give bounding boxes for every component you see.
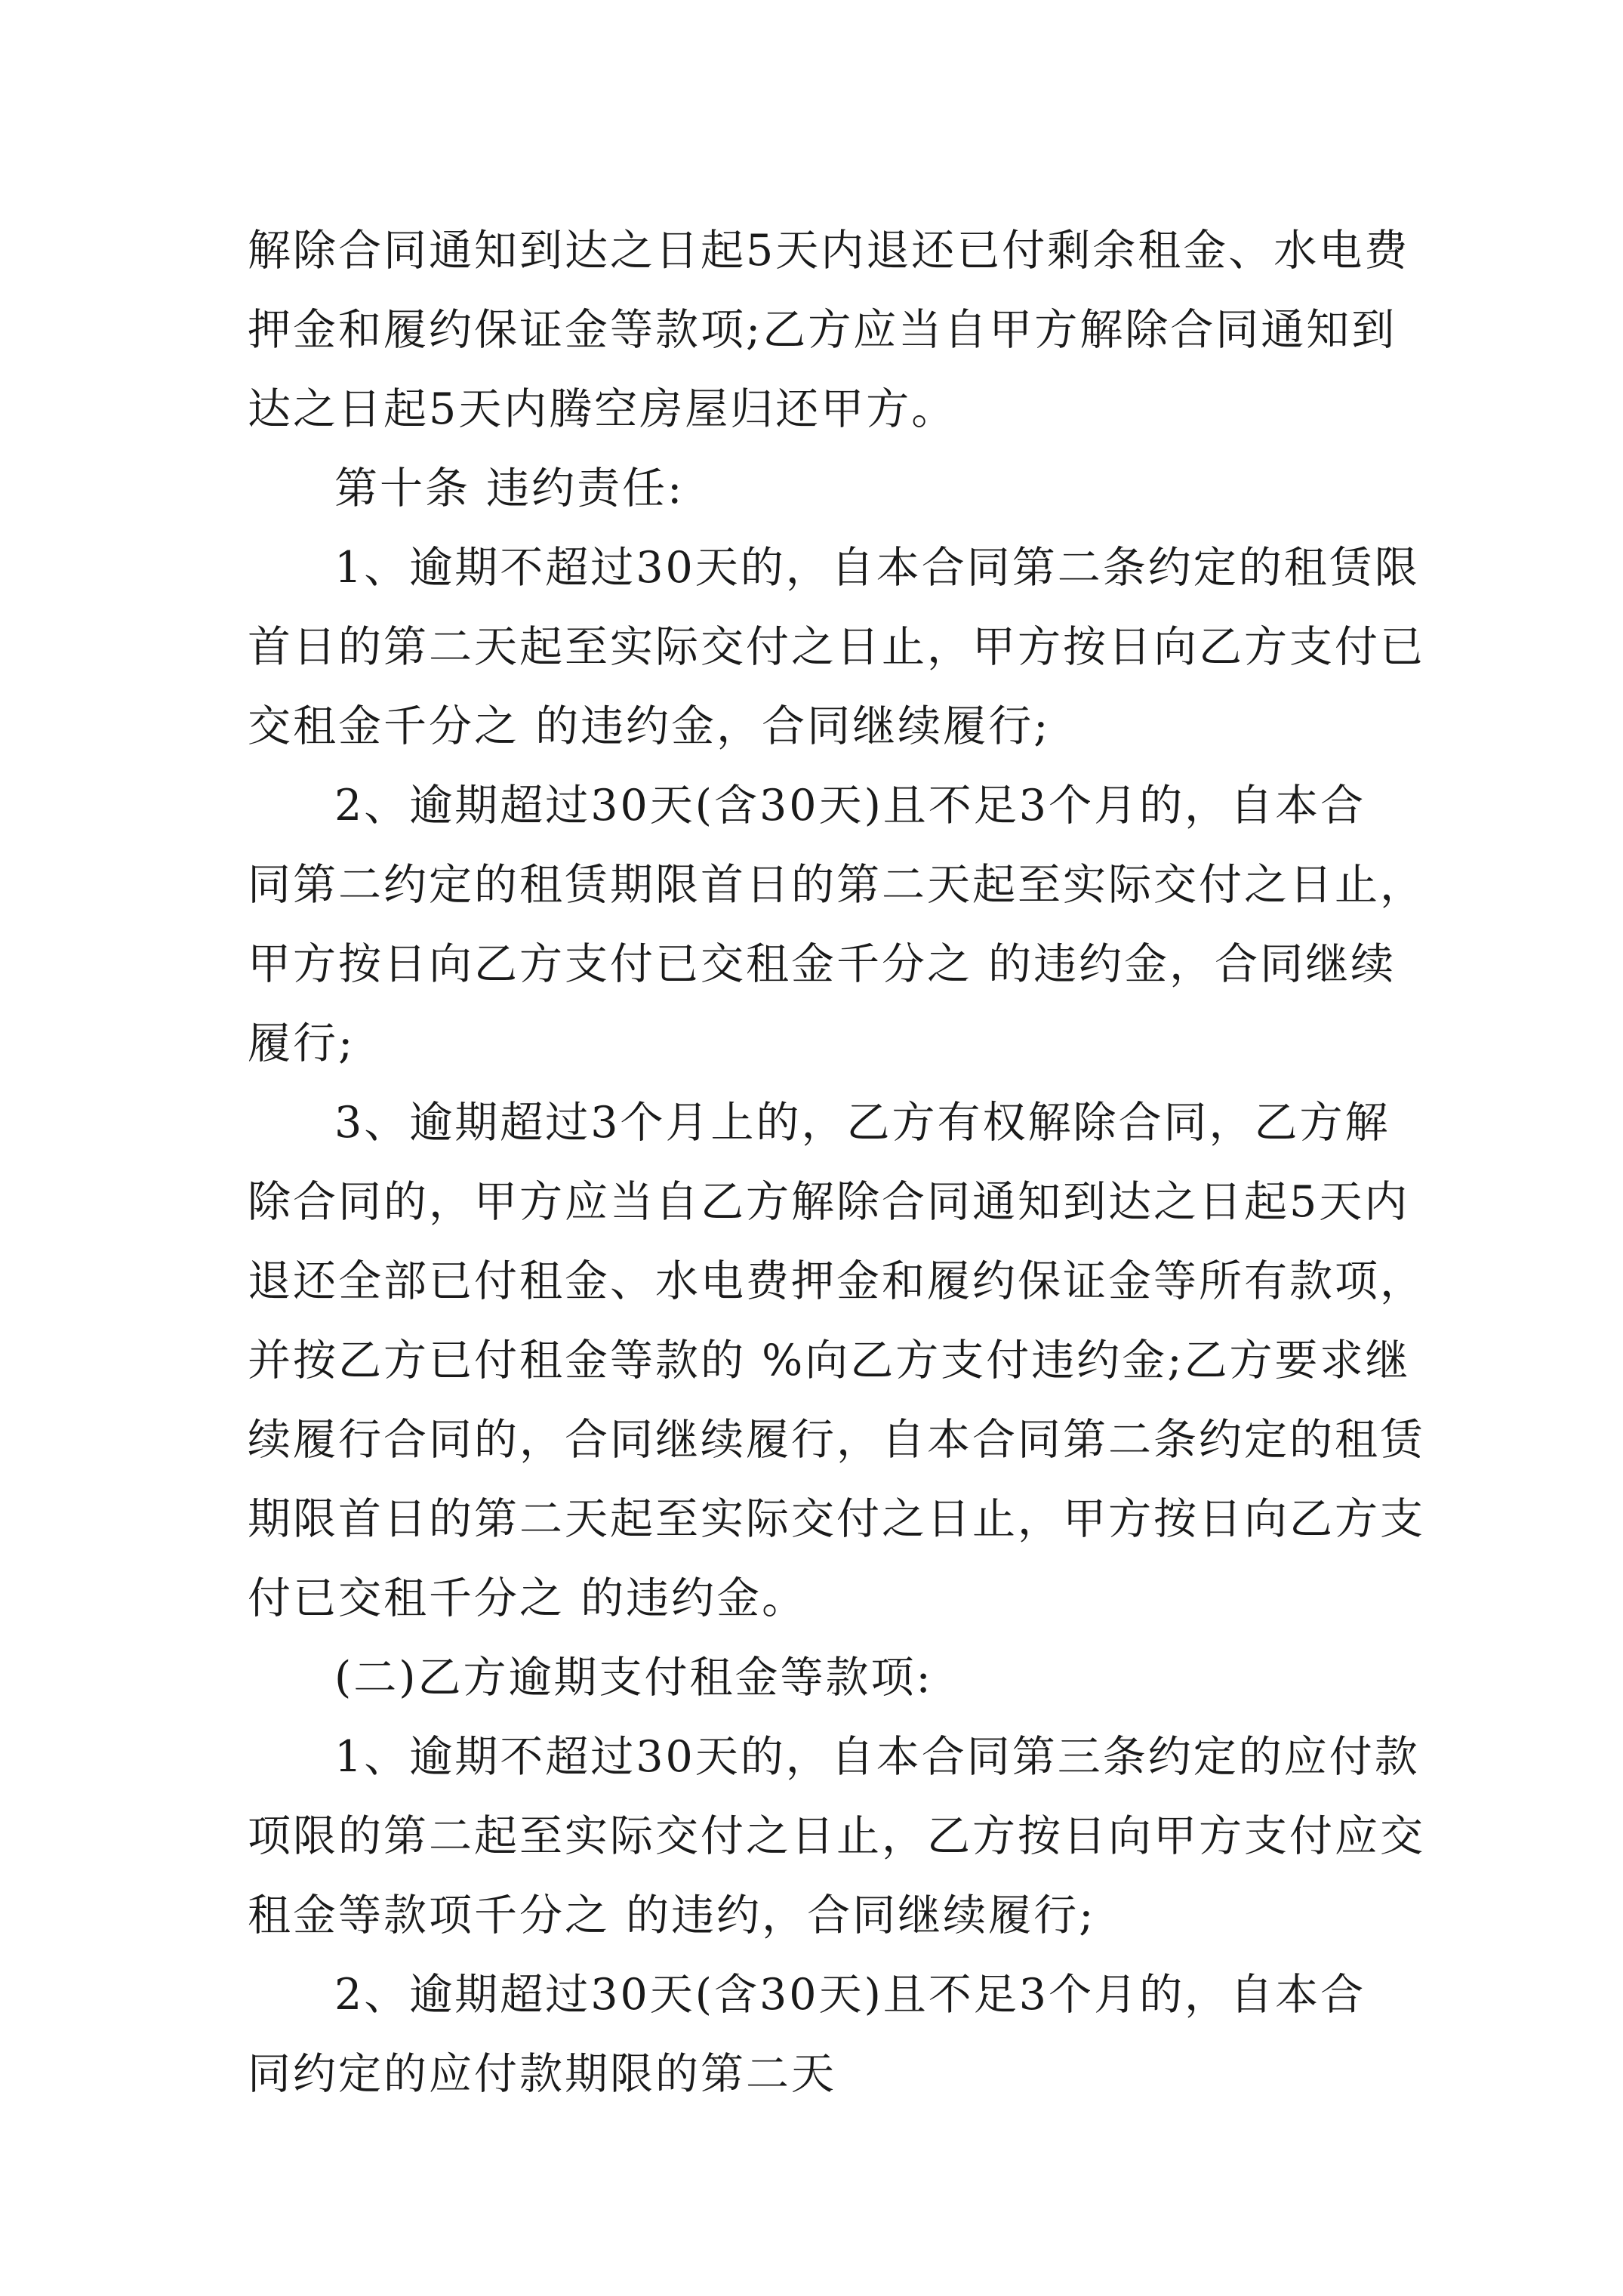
text-line-23: 2、逾期超过30天(含30天)且不足3个月的，自本合 [334,1970,1366,2020]
text-line-22: 租金等款项千分之 的违约，合同继续履行; [248,1891,1096,1940]
text-line-9: 同第二约定的租赁期限首日的第二天起至实际交付之日止， [248,860,1425,910]
article-10-heading: 第十条 违约责任: [334,464,685,513]
text-line-8: 2、逾期超过30天(含30天)且不足3个月的，自本合 [334,781,1366,831]
text-line-1: 解除合同通知到达之日起5天内退还已付剩余租金、水电费 [248,226,1410,276]
text-line-2: 押金和履约保证金等款项;乙方应当自甲方解除合同通知到 [248,305,1397,355]
text-line-17: 期限首日的第二天起至实际交付之日止，甲方按日向乙方支 [248,1494,1425,1544]
text-line-5: 1、逾期不超过30天的，自本合同第二条约定的租赁限 [334,543,1420,593]
text-line-24: 同约定的应付款期限的第二天 [248,2049,836,2099]
text-line-12: 3、逾期超过3个月上的，乙方有权解除合同，乙方解 [334,1098,1390,1148]
text-line-7: 交租金千分之 的违约金，合同继续履行; [248,701,1051,751]
text-line-13: 除合同的，甲方应当自乙方解除合同通知到达之日起5天内 [248,1177,1410,1227]
contract-text-body [248,211,1425,2114]
text-line-6: 首日的第二天起至实际交付之日止，甲方按日向乙方支付已 [248,622,1425,672]
text-line-16: 续履行合同的，合同继续履行，自本合同第二条约定的租赁 [248,1415,1425,1465]
section-2-heading: (二)乙方逾期支付租金等款项: [334,1653,933,1703]
text-line-20: 1、逾期不超过30天的，自本合同第三条约定的应付款 [334,1732,1420,1782]
text-line-15: 并按乙方已付租金等款的 %向乙方支付违约金;乙方要求继 [248,1336,1411,1385]
text-line-10: 甲方按日向乙方支付已交租金千分之 的违约金，合同继续 [248,939,1397,989]
text-line-11: 履行; [248,1019,356,1068]
text-line-18: 付已交租千分之 的违约金。 [248,1573,808,1623]
text-line-3: 达之日起5天内腾空房屋归还甲方。 [248,384,957,434]
text-line-14: 退还全部已付租金、水电费押金和履约保证金等所有款项， [248,1256,1425,1306]
text-line-21: 项限的第二起至实际交付之日止，乙方按日向甲方支付应交 [248,1811,1425,1861]
